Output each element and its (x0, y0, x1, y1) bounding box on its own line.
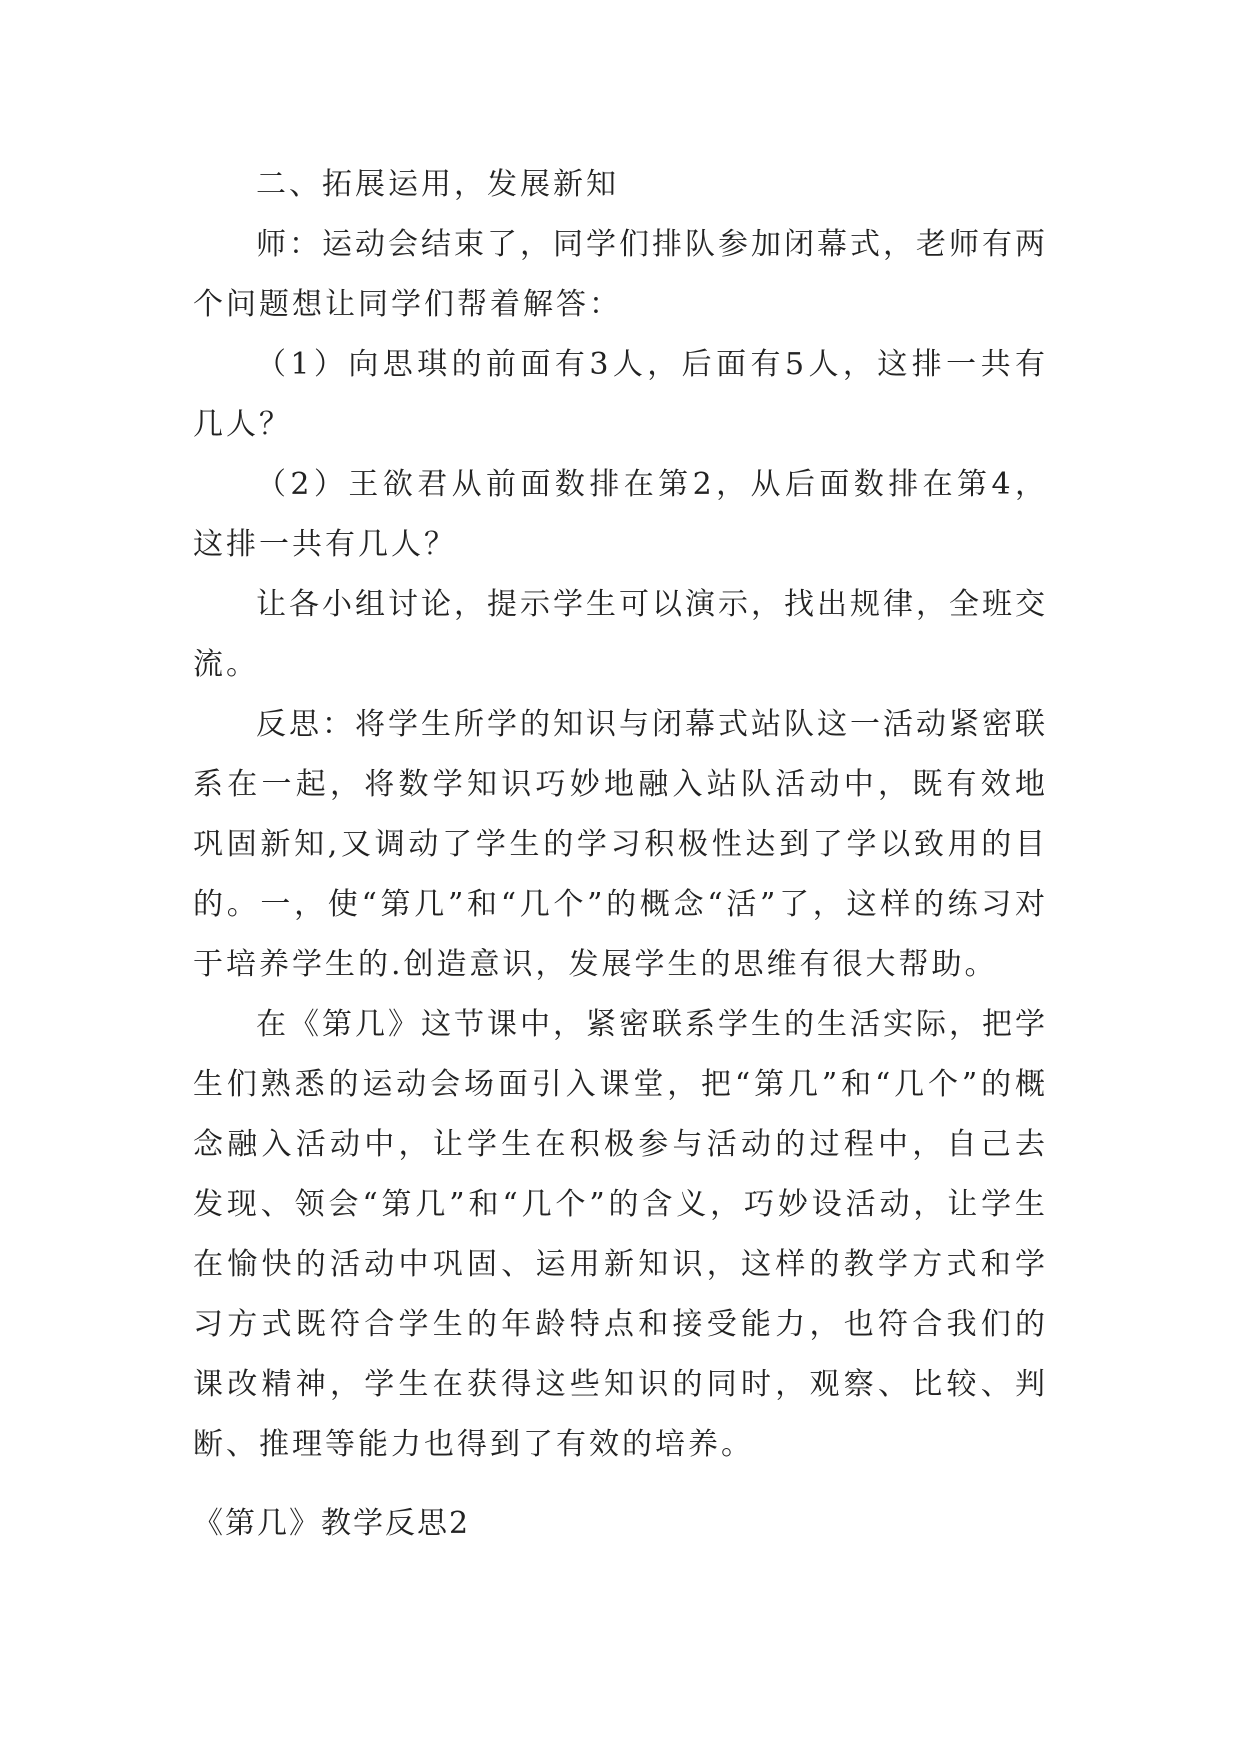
section-heading: 二、拓展运用，发展新知 (256, 167, 619, 202)
body-text (193, 155, 1048, 1475)
next-article-title: 《第几》教学反思2 (193, 1506, 471, 1541)
paragraph-teacher-question: 师：运动会结束了，同学们排队参加闭幕式，老师有两个问题想让同学们帮着解答： (193, 227, 1048, 322)
question-2: （2）王欲君从前面数排在第2，从后面数排在第4，这排一共有几人？ (193, 467, 1048, 562)
paragraph-reflection: 反思：将学生所学的知识与闭幕式站队这一活动紧密联系在一起，将数学知识巧妙地融入站队活动中，既有效地巩固新知,又调动了学生的学习积极性达到了学以致用的目的。一，使“第几”和“几个”的概念“活”了，这样的练习对于培养学生的.创造意识，发展学生的思维有很大帮助。 (193, 707, 1048, 982)
paragraph-summary: 在《第几》这节课中，紧密联系学生的生活实际，把学生们熟悉的运动会场面引入课堂，把“第几”和“几个”的概念融入活动中，让学生在积极参与活动的过程中，自己去发现、领会“第几”和“几个”的含义，巧妙设活动，让学生在愉快的活动中巩固、运用新知识，这样的教学方式和学习方式既符合学生的年龄特点和接受能力，也符合我们的课改精神，学生在获得这些知识的同时，观察、比较、判断、推理等能力也得到了有效的培养。 (193, 1007, 1048, 1462)
paragraph-discussion: 让各小组讨论，提示学生可以演示，找出规律，全班交流。 (193, 587, 1048, 682)
question-1: （1）向思琪的前面有3人，后面有5人，这排一共有几人？ (193, 347, 1048, 442)
